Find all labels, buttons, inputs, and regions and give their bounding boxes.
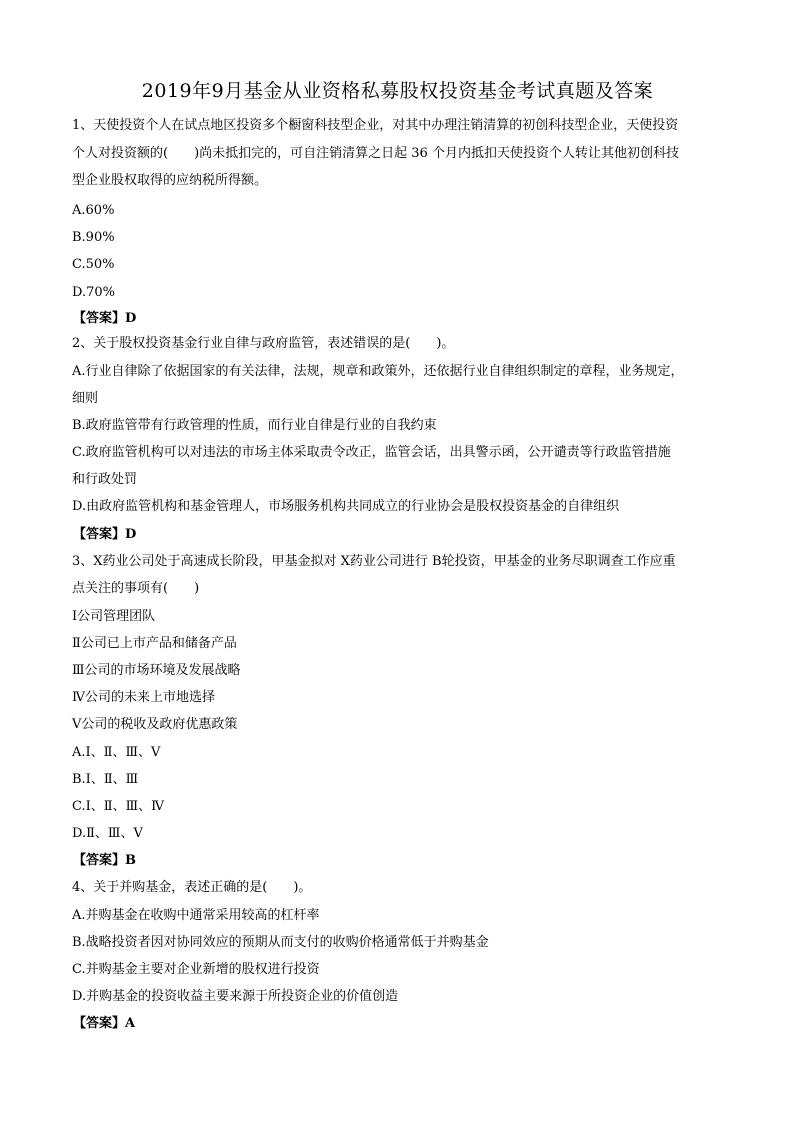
option-a: A.并购基金在收购中通常采用较高的杠杆率 bbox=[72, 908, 320, 923]
question-stem-line: 1、天使投资个人在试点地区投资多个橱窗科技型企业，对其中办理注销清算的初创科技型企业，天使投资 bbox=[72, 118, 679, 133]
question-stem-line: 个人对投资额的( )尚未抵扣完的，可自注销清算之日起 36 个月内抵扣天使投资个人转让其他初创科技 bbox=[72, 146, 679, 161]
option-b: B.Ⅰ、Ⅱ、Ⅲ bbox=[72, 772, 139, 787]
question-stem-line: 型企业股权取得的应纳税所得额。 bbox=[72, 173, 268, 188]
option-c-continued: 和行政处罚 bbox=[72, 472, 138, 487]
option-d: D.由政府监管机构和基金管理人，市场服务机构共同成立的行业协会是股权投资基金的自律组织 bbox=[72, 499, 620, 514]
statement-item: Ⅰ公司管理团队 bbox=[72, 609, 156, 624]
answer-label: 【答案】A bbox=[73, 1016, 136, 1031]
option-c: C.50% bbox=[72, 257, 115, 272]
option-c: C.并购基金主要对企业新增的股权进行投资 bbox=[72, 962, 320, 977]
option-a-continued: 细则 bbox=[72, 391, 99, 406]
question-stem-line: 3、X药业公司处于高速成长阶段，甲基金拟对 X药业公司进行 B轮投资，甲基金的业务尽职调查工作应重 bbox=[72, 554, 676, 569]
option-d: D.70% bbox=[72, 285, 115, 300]
answer-label: 【答案】B bbox=[73, 853, 136, 868]
option-c: C.政府监管机构可以对违法的市场主体采取责令改正，监管会话，出具警示函，公开谴责等行政监管措施 bbox=[72, 445, 671, 460]
statement-item: Ⅴ公司的税收及政府优惠政策 bbox=[72, 717, 238, 732]
option-b: B.政府监管带有行政管理的性质，而行业自律是行业的自我约束 bbox=[72, 418, 437, 433]
answer-label: 【答案】D bbox=[73, 527, 137, 542]
option-a: A.60% bbox=[72, 203, 115, 218]
document-title: 2019年9月基金从业资格私募股权投资基金考试真题及答案 bbox=[141, 80, 654, 102]
statement-item: Ⅲ公司的市场环境及发展战略 bbox=[72, 663, 241, 678]
statement-item: Ⅳ公司的未来上市地选择 bbox=[72, 690, 215, 705]
option-d: D.Ⅱ、Ⅲ、Ⅴ bbox=[72, 826, 143, 841]
option-a: A.行业自律除了依据国家的有关法律，法规，规章和政策外，还依据行业自律组织制定的章程，业务规定， bbox=[72, 364, 684, 379]
question-stem-line: 4、关于并购基金，表述正确的是( )。 bbox=[72, 880, 312, 895]
statement-item: Ⅱ公司已上市产品和储备产品 bbox=[72, 636, 237, 651]
answer-label: 【答案】D bbox=[73, 311, 137, 326]
option-a: A.Ⅰ、Ⅱ、Ⅲ、Ⅴ bbox=[72, 745, 161, 760]
option-c: C.Ⅰ、Ⅱ、Ⅲ、Ⅳ bbox=[72, 799, 165, 814]
question-stem-line: 点关注的事项有( ) bbox=[72, 581, 200, 596]
question-stem-line: 2、关于股权投资基金行业自律与政府监管，表述错误的是( )。 bbox=[72, 336, 455, 351]
option-d: D.并购基金的投资收益主要来源于所投资企业的价值创造 bbox=[72, 989, 399, 1004]
option-b: B.90% bbox=[72, 230, 115, 245]
option-b: B.战略投资者因对协同效应的预期从而支付的收购价格通常低于并购基金 bbox=[72, 935, 489, 950]
